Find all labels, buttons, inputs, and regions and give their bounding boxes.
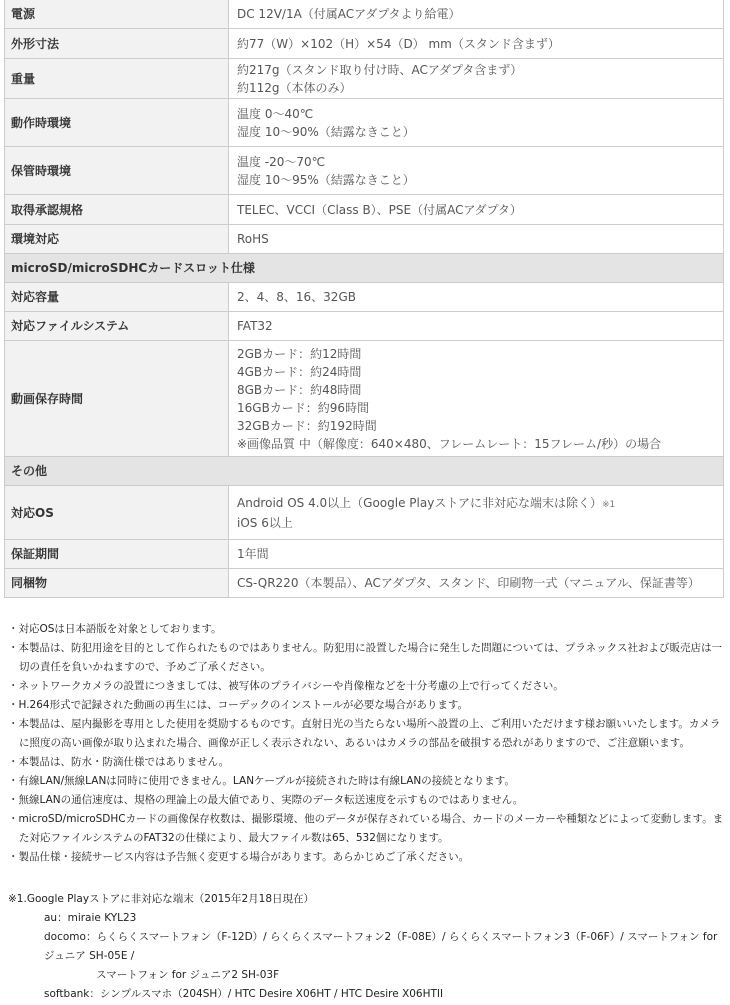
spec-value (229, 29, 724, 59)
spec-value (229, 225, 724, 254)
spec-value (229, 312, 724, 341)
note-item: ・製品仕様・接続サービス内容は予告無く変更する場合があります。あらかじめご了承ください。 (8, 851, 470, 863)
spec-row (5, 283, 724, 312)
note-item: ・無線LANの通信速度は、規格の理論上の最大値であり、実際のデータ転送速度を示すものではありません。 (8, 794, 524, 806)
note-item: ・ネットワークカメラの設置につきましては、被写体のプライバシーや肖像権などを十分考慮の上で行ってください。 (8, 680, 564, 692)
spec-label: 電源 (5, 0, 229, 29)
footnote-softbank: softbank：シンプルスマホ（204SH）/ HTC Desire X06HT / HTC Desire X06HTII (44, 988, 444, 1000)
spec-label: 保証期間 (5, 540, 229, 569)
spec-row (5, 147, 724, 195)
spec-value-line: 約77（W）×102（H）×54（D） mm（スタンド含まず） (237, 36, 560, 51)
spec-table (4, 0, 724, 598)
spec-value (229, 0, 724, 29)
note-item: ・H.264形式で記録された動画の再生には、コーデックのインストールが必要な場合があります。 (8, 699, 469, 711)
spec-value (229, 59, 724, 99)
note-item: ・有線LAN/無線LANは同時に使用できません。LANケーブルが接続された時は有線LANの接続となります。 (8, 775, 515, 787)
spec-value-line: 16GBカード：約96時間 (237, 400, 370, 415)
spec-row (5, 29, 724, 59)
os-ios: iOS 6以上 (237, 515, 293, 530)
spec-label: 同梱物 (5, 569, 229, 598)
spec-value-line: ※画像品質 中（解像度：640×480、フレームレート：15フレーム/秒）の場合 (237, 436, 662, 451)
note-item: ・本製品は、防犯用途を目的として作られたものではありません。防犯用に設置した場合に発生した問題については、プラネックス社および販売店は一切の責任を負いかねますので、予めご了承ください。 (8, 642, 722, 673)
spec-row (5, 540, 724, 569)
footnote-docomo: docomo：らくらくスマートフォン（F-12D）/ らくらくスマートフォン2（F-08E）/ らくらくスマートフォン3（F-06F）/ スマートフォン for ジュニア SH-05E / (44, 931, 718, 962)
spec-value-line: 湿度 10～95%（結露なきこと） (237, 172, 415, 187)
spec-value (229, 99, 724, 147)
spec-label: 動作時環境 (5, 99, 229, 147)
spec-value (229, 195, 724, 225)
spec-value-line: 温度 -20～70℃ (237, 154, 326, 169)
spec-value-line: DC 12V/1A（付属ACアダプタより給電） (237, 6, 461, 21)
spec-value-line: 8GBカード：約48時間 (237, 382, 362, 397)
spec-row (5, 99, 724, 147)
note-item: ・本製品は、防水・防滴仕様ではありません。 (8, 756, 230, 768)
spec-label: 対応容量 (5, 283, 229, 312)
spec-value (229, 569, 724, 598)
spec-value (229, 486, 724, 540)
spec-label: 対応ファイルシステム (5, 312, 229, 341)
spec-value-line: 32GBカード：約192時間 (237, 418, 377, 433)
spec-row (5, 569, 724, 598)
spec-row (5, 195, 724, 225)
footnote-au: au：miraie KYL23 (44, 912, 137, 924)
section-header-row (5, 457, 724, 486)
spec-row-os (5, 486, 724, 540)
spec-label: 保管時環境 (5, 147, 229, 195)
spec-value-line: TELEC、VCCI（Class B）、PSE（付属ACアダプタ） (237, 202, 522, 217)
spec-value-line: 約217g（スタンド取り付け時、ACアダプタ含まず） (237, 62, 523, 77)
section-header-row (5, 254, 724, 283)
spec-row (5, 341, 724, 457)
spec-value (229, 540, 724, 569)
spec-label: 取得承認規格 (5, 195, 229, 225)
spec-label: 対応OS (5, 486, 229, 540)
spec-value-line: 4GBカード：約24時間 (237, 364, 362, 379)
footnote-title: ※1.Google Playストアに非対応な端末（2015年2月18日現在） (8, 893, 315, 905)
spec-value-line: 約112g（本体のみ） (237, 80, 352, 95)
spec-row (5, 312, 724, 341)
footnote-docomo-cont: スマートフォン for ジュニア2 SH-03F (96, 969, 280, 981)
spec-label: 重量 (5, 59, 229, 99)
spec-label: 動画保存時間 (5, 341, 229, 457)
spec-value-line: 2、4、8、16、32GB (237, 290, 356, 304)
spec-value (229, 341, 724, 457)
spec-label: 環境対応 (5, 225, 229, 254)
footnote-mark: ※1 (601, 499, 616, 510)
section-title-sd: microSD/microSDHCカードスロット仕様 (5, 254, 724, 283)
spec-value-line: 温度 0～40℃ (237, 106, 314, 121)
spec-value-line: CS-QR220（本製品）、ACアダプタ、スタンド、印刷物一式（マニュアル、保証書等） (237, 576, 700, 590)
spec-value-line: RoHS (237, 232, 269, 246)
spec-value (229, 283, 724, 312)
section-title-other: その他 (5, 457, 724, 486)
spec-row (5, 59, 724, 99)
spec-value-line: 2GBカード：約12時間 (237, 346, 362, 361)
spec-value-line: 1年間 (237, 547, 269, 561)
note-item: ・本製品は、屋内撮影を専用とした使用を奨励するものです。直射日光の当たらない場所へ設置の上、ご利用いただけます様お願いいたします。カメラに照度の高い画像が取り込まれた場合、画像が正しく表示されない、あるいはカメラの部品を破損する恐れがありますので、ご注意願います。 (8, 718, 721, 749)
spec-row (5, 0, 724, 29)
spec-value-line: 湿度 10～90%（結露なきこと） (237, 124, 415, 139)
notes-list (8, 620, 724, 867)
spec-value-line: FAT32 (237, 319, 273, 333)
spec-row (5, 225, 724, 254)
note-item: ・microSD/microSDHCカードの画像保存枚数は、撮影環境、他のデータが保存されている場合、カードのメーカーや種類などによって変動します。また対応ファイルシステムのFAT32の仕様により、最大ファイル数は65、532個になります。 (8, 813, 724, 844)
footnote (8, 890, 724, 1004)
note-item: ・対応OSは日本語版を対象としております。 (8, 623, 222, 635)
spec-label: 外形寸法 (5, 29, 229, 59)
os-android: Android OS 4.0以上（Google Playストアに非対応な端末は除く） (237, 495, 602, 510)
spec-value (229, 147, 724, 195)
